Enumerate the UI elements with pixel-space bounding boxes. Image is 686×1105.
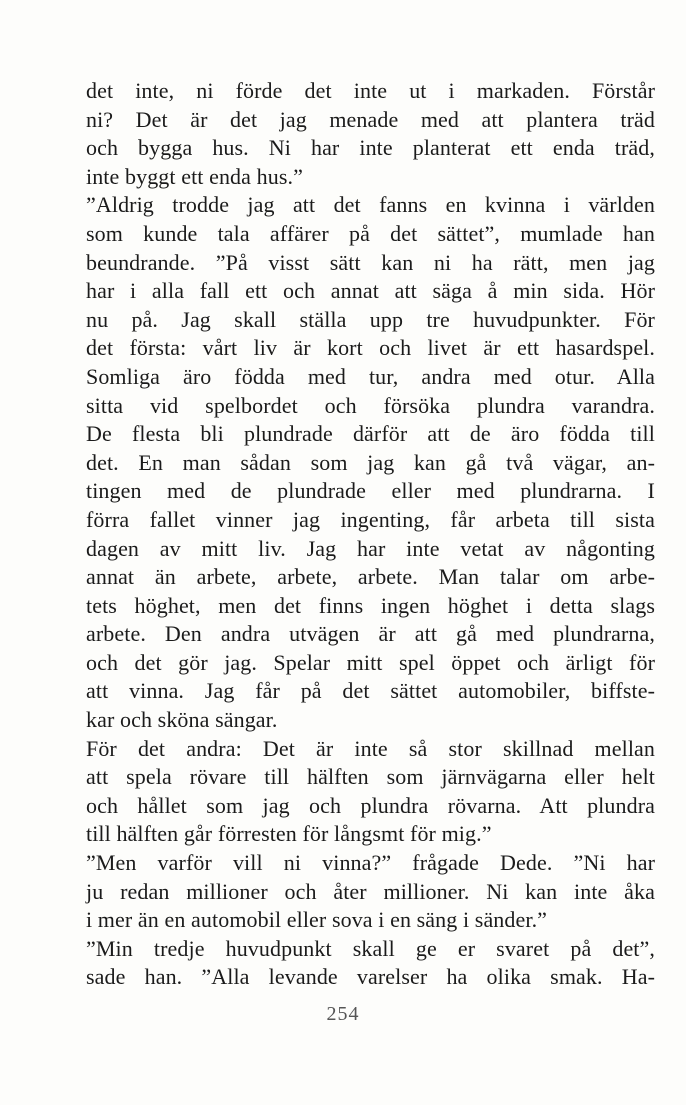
text-line: det. En man sådan som jag kan gå två vägar, an-: [86, 449, 655, 475]
text-line: ”Men varför vill ni vinna?” frågade Dede. ”Ni har: [86, 850, 655, 876]
text-line: beundrande. ”På visst sätt kan ni ha rätt, men jag: [86, 249, 655, 275]
text-line: och hållet som jag och plundra rövarna. Att plundra: [86, 792, 655, 818]
text-line: ”Aldrig trodde jag att det fanns en kvinna i världen: [86, 192, 655, 218]
text-line: nu på. Jag skall ställa upp tre huvudpunkter. För: [86, 306, 655, 332]
text-line: Somliga äro födda med tur, andra med otur. Alla: [86, 363, 655, 389]
text-line: ”Min tredje huvudpunkt skall ge er svaret på det”,: [86, 935, 655, 961]
text-line: till hälften går förresten för långsmt för mig.”: [86, 821, 492, 847]
text-line: tets höghet, men det finns ingen höghet i detta slags: [86, 592, 655, 618]
text-line: sade han. ”Alla levande varelser ha olika smak. Ha-: [86, 964, 655, 990]
text-line: det första: vårt liv är kort och livet är ett hasardspel.: [86, 335, 655, 361]
text-line: De flesta bli plundrade därför att de äro födda till: [86, 421, 655, 447]
text-line: att spela rövare till hälften som järnvägarna eller helt: [86, 764, 655, 790]
text-line: ni? Det är det jag menade med att plantera träd: [86, 106, 655, 132]
text-line: inte byggt ett enda hus.”: [86, 163, 303, 189]
text-line: kar och sköna sängar.: [86, 707, 278, 733]
text-line: arbete. Den andra utvägen är att gå med plundrarna,: [86, 621, 655, 647]
text-line: dagen av mitt liv. Jag har inte vetat av någonting: [86, 535, 655, 561]
body-text: [86, 77, 655, 992]
text-line: som kunde tala affärer på det sättet”, mumlade han: [86, 220, 655, 246]
page-number: 254: [326, 1003, 360, 1025]
text-line: det inte, ni förde det inte ut i markaden. Förstår: [86, 78, 655, 103]
text-line: tingen med de plundrade eller med plundrarna. I: [86, 478, 655, 504]
text-line: förra fallet vinner jag ingenting, får arbeta till sista: [86, 506, 655, 532]
text-line: ju redan millioner och åter millioner. Ni kan inte åka: [86, 878, 655, 904]
text-line: För det andra: Det är inte så stor skillnad mellan: [86, 735, 655, 761]
text-line: har i alla fall ett och annat att säga å min sida. Hör: [86, 278, 655, 304]
text-line: och bygga hus. Ni har inte planterat ett enda träd,: [86, 135, 655, 161]
text-line: i mer än en automobil eller sova i en säng i sänder.”: [86, 907, 548, 933]
text-line: sitta vid spelbordet och försöka plundra varandra.: [86, 392, 655, 418]
text-line: att vinna. Jag får på det sättet automobiler, biffste-: [86, 678, 655, 704]
text-line: och det gör jag. Spelar mitt spel öppet och ärligt för: [86, 649, 655, 675]
text-line: annat än arbete, arbete, arbete. Man talar om arbe-: [86, 564, 655, 590]
